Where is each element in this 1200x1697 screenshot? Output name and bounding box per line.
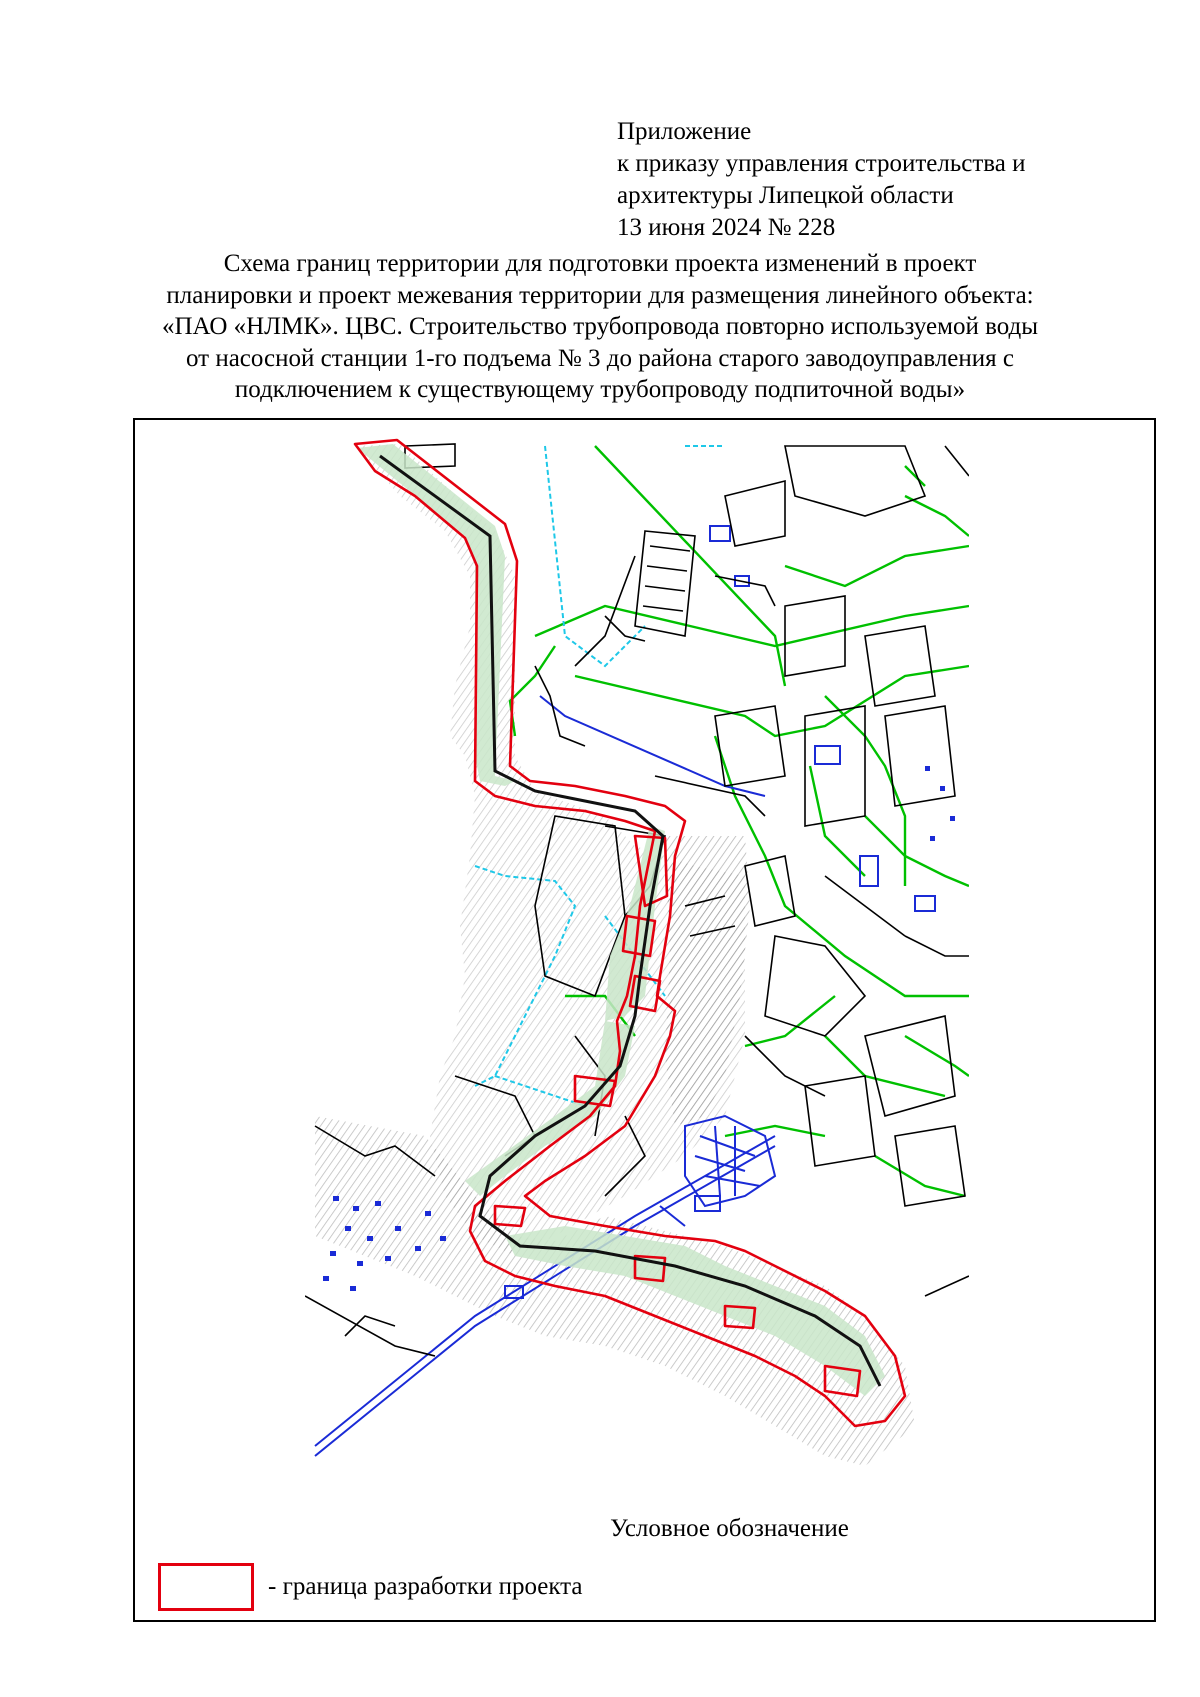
appendix-line: 13 июня 2024 № 228 xyxy=(617,214,836,241)
document-title xyxy=(100,248,1100,406)
project-boundary-swatch xyxy=(158,1563,254,1611)
title-line: планировки и проект межевания территории для размещения линейного объекта: xyxy=(166,281,1034,309)
map-frame xyxy=(133,418,1156,1622)
title-line: Схема границ территории для подготовки проекта изменений в проект xyxy=(223,250,977,277)
appendix-line: Приложение xyxy=(617,118,752,145)
title-line: «ПАО «НЛМК». ЦВС. Строительство трубопровода повторно используемой воды xyxy=(161,313,1039,340)
title-line: от насосной станции 1-го подъема № 3 до района старого заводоуправления с xyxy=(185,344,1015,372)
appendix-line: архитектуры Липецкой области xyxy=(617,182,954,209)
territory-map xyxy=(305,436,969,1482)
appendix-line: к приказу управления строительства и xyxy=(617,150,1026,177)
legend-label: - граница разработки проекта xyxy=(268,1573,583,1600)
appendix-block xyxy=(617,116,1025,244)
title-line: подключением к существующему трубопроводу подпиточной воды» xyxy=(234,376,966,403)
legend-item-project-boundary xyxy=(158,1563,583,1611)
legend-title: Условное обозначение xyxy=(610,1515,849,1542)
